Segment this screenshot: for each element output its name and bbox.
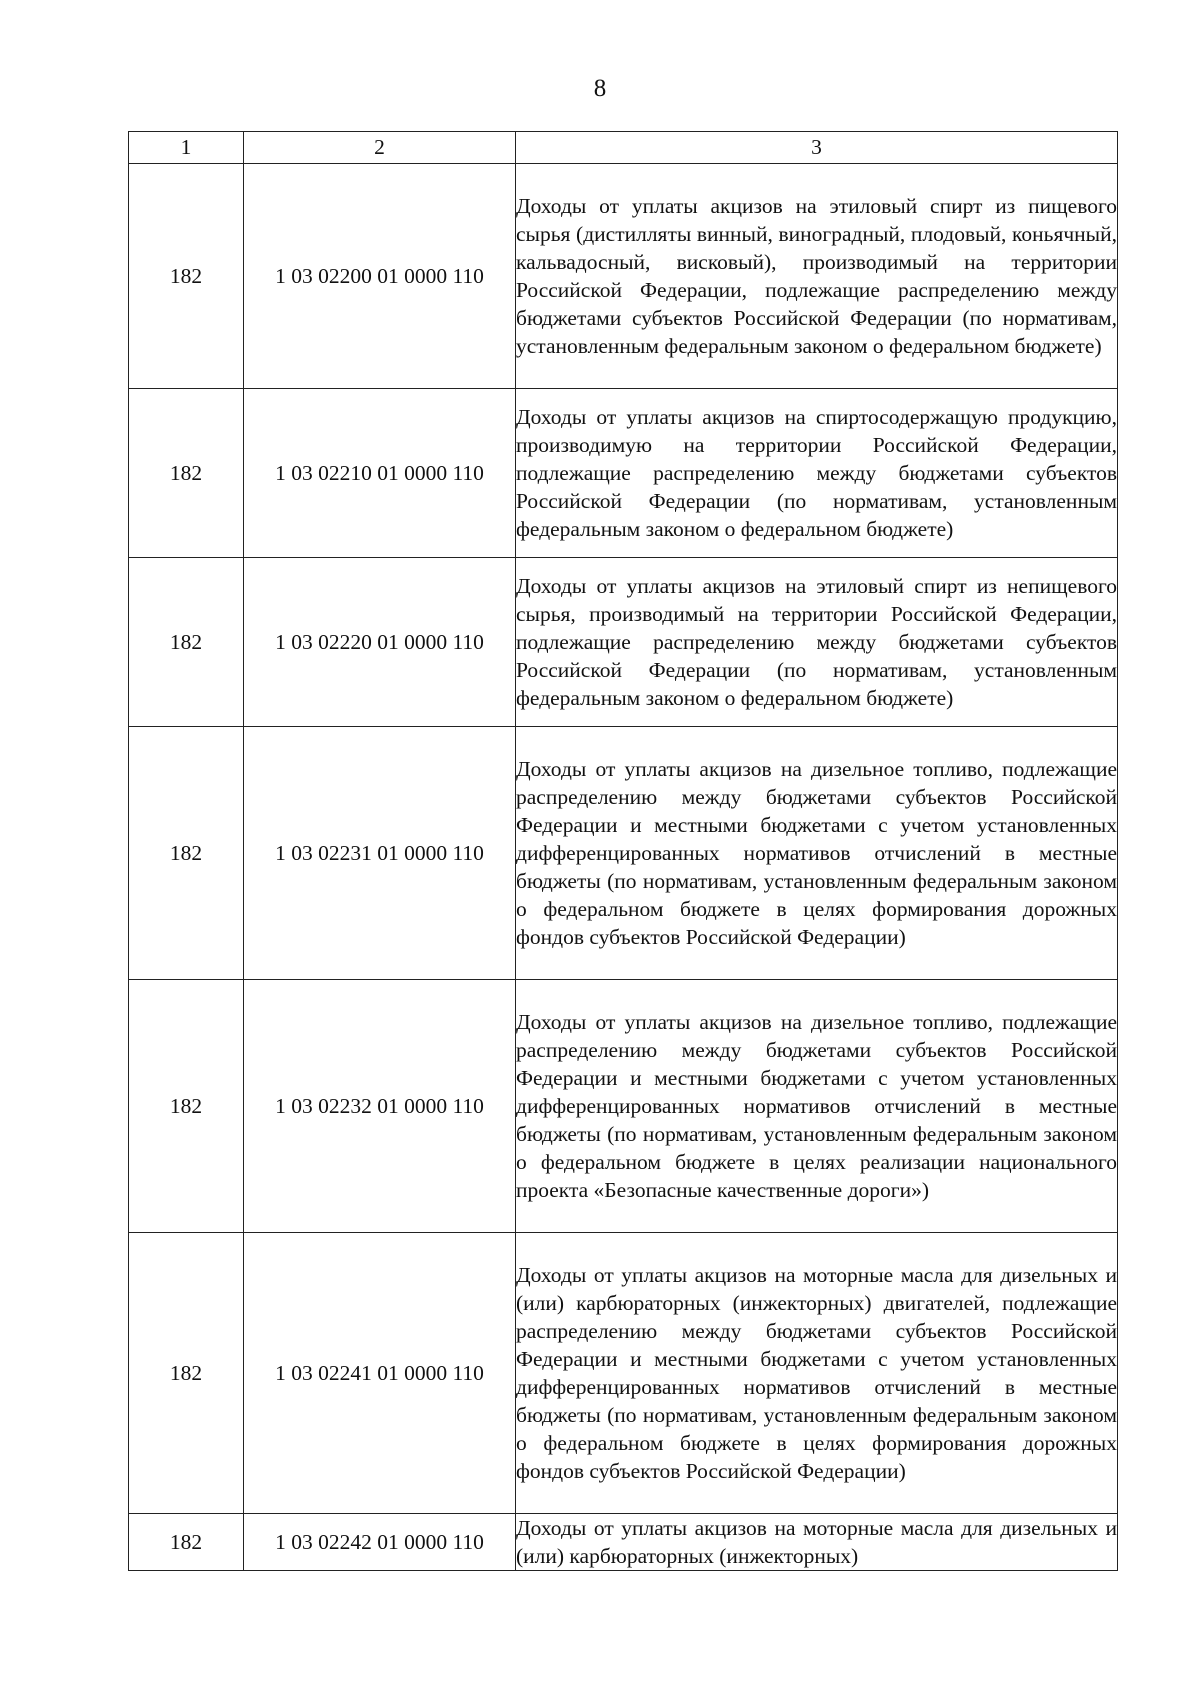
- revenue-code-cell: 1 03 02232 01 0000 110: [244, 980, 516, 1233]
- page-number: 8: [593, 75, 607, 102]
- description-cell: Доходы от уплаты акцизов на этиловый спирт из пищевого сырья (дистилляты винный, виноградный, плодовый, коньячный, кальвадосный, висковый), производимый на территории Российской Федерации, подлежащие распределению между бюджетами субъектов Российской Федерации (по нормативам, установленным федеральным законом о федеральном бюджете): [516, 164, 1118, 389]
- column-header-1: 1: [129, 132, 244, 164]
- revenue-code-cell: 1 03 02242 01 0000 110: [244, 1514, 516, 1571]
- table-row: [129, 980, 1118, 1233]
- admin-code-cell: 182: [129, 389, 244, 558]
- table-row: [129, 727, 1118, 980]
- admin-code-cell: 182: [129, 1514, 244, 1571]
- admin-code-cell: 182: [129, 164, 244, 389]
- column-header-2: 2: [244, 132, 516, 164]
- revenue-code-cell: 1 03 02220 01 0000 110: [244, 558, 516, 727]
- description-text-continued: Доходы от уплаты акцизов на моторные масла для дизельных и (или) карбюраторных (инжекторных): [516, 1516, 1117, 1568]
- admin-code-cell: 182: [129, 558, 244, 727]
- admin-code-cell: 182: [129, 1233, 244, 1514]
- table-header-row: [129, 132, 1118, 164]
- revenue-codes-table: [128, 131, 1118, 1571]
- description-cell: Доходы от уплаты акцизов на дизельное топливо, подлежащие распределению между бюджетами субъектов Российской Федерации и местными бюджетами с учетом установленных дифференцированных нормативов отчислений в местные бюджеты (по нормативам, установленным федеральным законом о федеральном бюджете в целях реализации национального проекта «Безопасные качественные дороги»): [516, 980, 1118, 1233]
- column-header-3: 3: [516, 132, 1118, 164]
- revenue-code-cell: 1 03 02210 01 0000 110: [244, 389, 516, 558]
- table-row: [129, 164, 1118, 389]
- description-cell: [516, 1514, 1118, 1571]
- revenue-code-cell: 1 03 02200 01 0000 110: [244, 164, 516, 389]
- table-row: [129, 1233, 1118, 1514]
- description-cell: Доходы от уплаты акцизов на этиловый спирт из непищевого сырья, производимый на территории Российской Федерации, подлежащие распределению между бюджетами субъектов Российской Федерации (по нормативам, установленным федеральным законом о федеральном бюджете): [516, 558, 1118, 727]
- table-row: [129, 1514, 1118, 1571]
- description-cell: Доходы от уплаты акцизов на дизельное топливо, подлежащие распределению между бюджетами субъектов Российской Федерации и местными бюджетами с учетом установленных дифференцированных нормативов отчислений в местные бюджеты (по нормативам, установленным федеральным законом о федеральном бюджете в целях формирования дорожных фондов субъектов Российской Федерации): [516, 727, 1118, 980]
- description-cell: Доходы от уплаты акцизов на моторные масла для дизельных и (или) карбюраторных (инжекторных) двигателей, подлежащие распределению между бюджетами субъектов Российской Федерации и местными бюджетами с учетом установленных дифференцированных нормативов отчислений в местные бюджеты (по нормативам, установленным федеральным законом о федеральном бюджете в целях формирования дорожных фондов субъектов Российской Федерации): [516, 1233, 1118, 1514]
- table-row: [129, 558, 1118, 727]
- admin-code-cell: 182: [129, 727, 244, 980]
- table-row: [129, 389, 1118, 558]
- revenue-code-cell: 1 03 02231 01 0000 110: [244, 727, 516, 980]
- revenue-code-cell: 1 03 02241 01 0000 110: [244, 1233, 516, 1514]
- admin-code-cell: 182: [129, 980, 244, 1233]
- description-cell: Доходы от уплаты акцизов на спиртосодержащую продукцию, производимую на территории Российской Федерации, подлежащие распределению между бюджетами субъектов Российской Федерации (по нормативам, установленным федеральным законом о федеральном бюджете): [516, 389, 1118, 558]
